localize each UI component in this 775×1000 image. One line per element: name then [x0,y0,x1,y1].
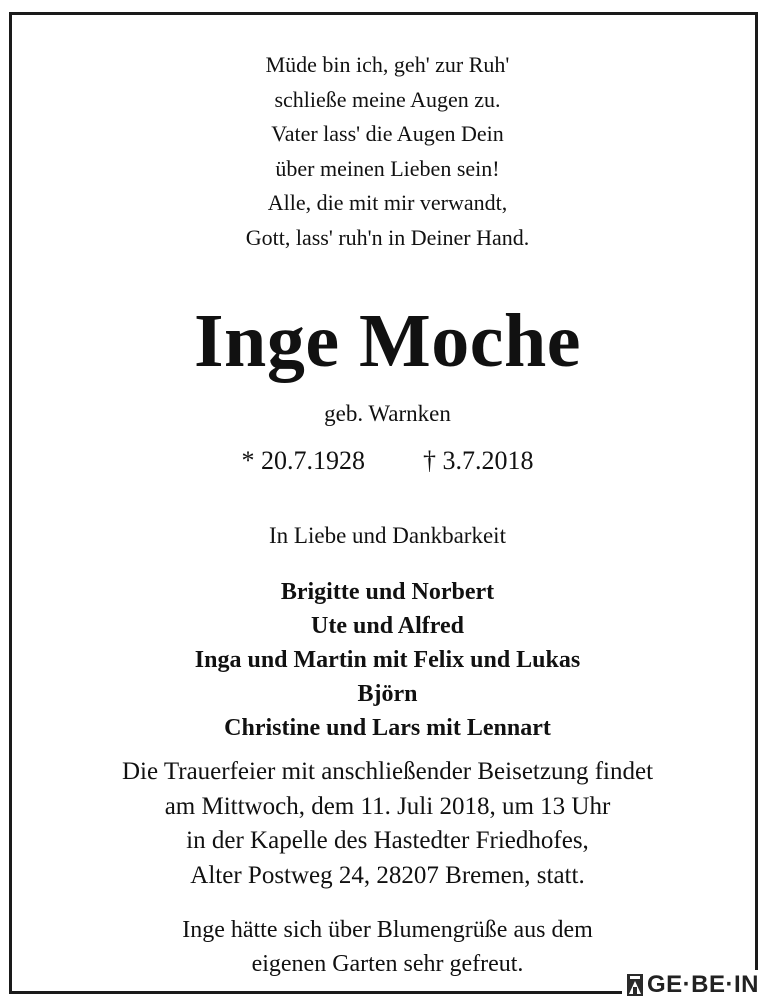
flowers-line: eigenen Garten sehr gefreut. [251,951,524,977]
family-member: Björn [357,681,418,707]
life-dates [12,445,763,477]
family-member: Inga und Martin mit Felix und Lukas [194,647,581,673]
gebein-logo-text: GE·BE·IN [647,971,759,998]
poem-line: Gott, lass' ruh'n in Deiner Hand. [245,224,530,250]
death-date: † 3.7.2018 [423,446,534,475]
poem-line: Alle, die mit mir verwandt, [267,190,508,215]
ceremony-line: Alter Postweg 24, 28207 Bremen, statt. [190,861,585,889]
obituary-notice [12,12,763,981]
maiden-name: geb. Warnken [324,401,451,426]
gebein-logo-icon [626,973,644,997]
ceremony-line: am Mittwoch, dem 11. Juli 2018, um 13 Uhr [164,792,611,820]
ceremony-line: Die Trauerfeier mit anschließender Beisetzung findet [121,758,654,785]
family-list [12,575,763,745]
poem-line: schließe meine Augen zu. [274,86,501,112]
poem [12,48,763,255]
family-member: Brigitte und Norbert [280,579,495,605]
ceremony-info [12,755,763,893]
poem-line: Müde bin ich, geh' zur Ruh' [265,52,510,77]
thanks-line: In Liebe und Dankbarkeit [269,523,506,548]
birth-date: * 20.7.1928 [241,446,365,475]
gebein-logo [622,970,763,1000]
family-member: Ute und Alfred [311,613,464,639]
deceased-name: Inge Moche [193,299,582,383]
family-member: Christine und Lars mit Lennart [224,715,551,741]
ceremony-line: in der Kapelle des Hastedter Friedhofes, [186,827,589,854]
poem-line: über meinen Lieben sein! [275,155,500,181]
poem-line: Vater lass' die Augen Dein [271,121,504,146]
flowers-line: Inge hätte sich über Blumengrüße aus dem [182,917,593,943]
